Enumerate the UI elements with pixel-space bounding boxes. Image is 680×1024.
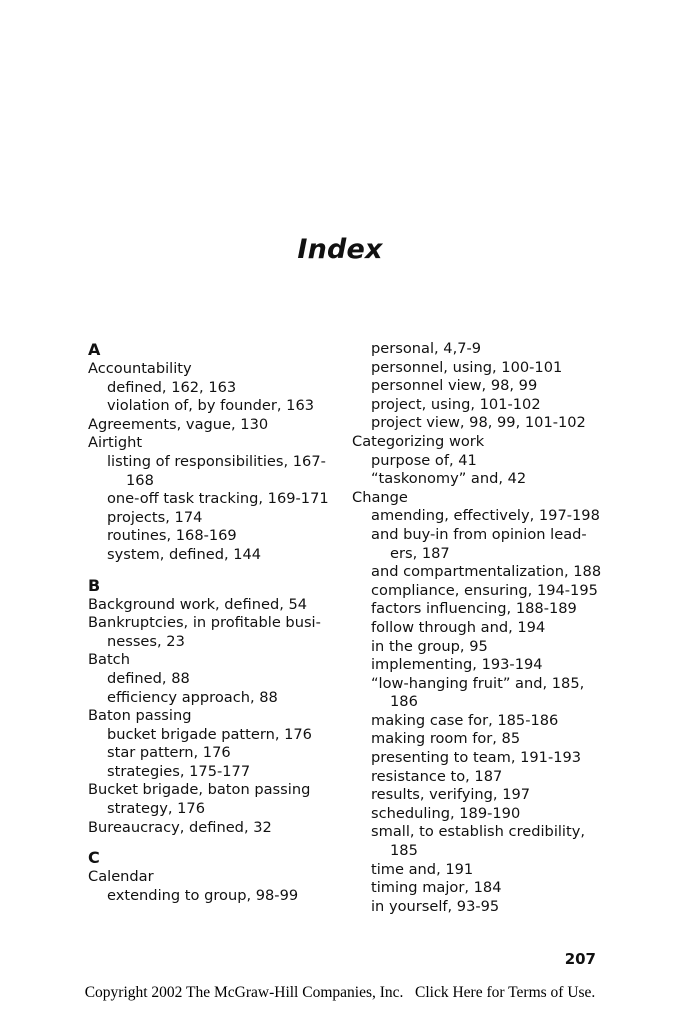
index-subentry: factors influencing, 188-189 xyxy=(371,600,577,618)
index-subentry: small, to establish credibility, xyxy=(371,823,585,841)
index-subentry: bucket brigade pattern, 176 xyxy=(107,725,312,743)
index-subentry: project, using, 101-102 xyxy=(371,395,541,413)
index-subentry: system, defined, 144 xyxy=(107,545,262,563)
index-entry: Baton passing xyxy=(88,707,192,725)
index-subentry: projects, 174 xyxy=(107,508,203,526)
index-subentry: purpose of, 41 xyxy=(371,451,477,469)
index-subentry: scheduling, 189-190 xyxy=(371,804,521,822)
index-entry: Bureaucracy, defined, 32 xyxy=(88,818,272,836)
section-gap xyxy=(88,837,338,844)
index-entry-continuation: 185 xyxy=(390,842,418,860)
index-subentry: efficiency approach, 88 xyxy=(107,688,278,706)
index-entry: Background work, defined, 54 xyxy=(88,595,308,613)
index-subentry: listing of responsibilities, 167- xyxy=(107,452,326,470)
index-letter-heading: C xyxy=(88,848,100,868)
index-letter-heading: A xyxy=(88,340,101,359)
index-entry: Batch xyxy=(88,651,130,669)
index-subentry: results, verifying, 197 xyxy=(371,786,531,804)
index-subentry: in yourself, 93-95 xyxy=(371,897,500,915)
index-subentry: star pattern, 176 xyxy=(107,744,231,762)
index-entry: Airtight xyxy=(88,434,143,452)
index-subentry: amending, effectively, 197-198 xyxy=(371,507,600,525)
index-subentry: in the group, 95 xyxy=(371,637,488,655)
index-entry-continuation: 168 xyxy=(126,471,154,489)
index-subentry: and buy-in from opinion lead- xyxy=(371,525,587,543)
index-subentry: routines, 168-169 xyxy=(107,527,237,545)
index-entry-continuation: 186 xyxy=(390,693,418,711)
terms-of-use-link[interactable]: Click Here for Terms of Use. xyxy=(415,984,596,1001)
index-entry: Calendar xyxy=(88,868,154,886)
index-subentry: extending to group, 98-99 xyxy=(107,886,299,904)
index-entry: Accountability xyxy=(88,360,192,377)
index-subentry: defined, 88 xyxy=(107,669,190,687)
index-subentry: and compartmentalization, 188 xyxy=(371,563,602,581)
index-subentry: project view, 98, 99, 101-102 xyxy=(371,414,586,432)
page-title: Index xyxy=(297,234,383,265)
index-subentry: compliance, ensuring, 194-195 xyxy=(371,581,598,599)
index-subentry: implementing, 193-194 xyxy=(371,656,543,674)
index-subentry: resistance to, 187 xyxy=(371,767,503,785)
index-subentry: defined, 162, 163 xyxy=(107,378,237,396)
index-subentry: “taskonomy” and, 42 xyxy=(371,470,527,488)
index-subentry: “low-hanging fruit” and, 185, xyxy=(371,674,585,692)
footer xyxy=(0,984,680,1002)
index-subentry: one-off task tracking, 169-171 xyxy=(107,490,329,508)
copyright-text: Copyright 2002 The McGraw-Hill Companies, Inc. xyxy=(84,984,404,1001)
index-entry: Bucket brigade, baton passing xyxy=(88,781,311,799)
page-number: 207 xyxy=(564,950,596,968)
index-entry: Agreements, vague, 130 xyxy=(88,415,269,433)
index-subentry: nesses, 23 xyxy=(107,632,185,650)
index-letter-heading: B xyxy=(88,575,101,595)
index-entry: Bankruptcies, in profitable busi- xyxy=(88,614,321,632)
index-subentry: follow through and, 194 xyxy=(371,618,546,636)
index-subentry: strategy, 176 xyxy=(107,800,206,818)
index-subentry: violation of, by founder, 163 xyxy=(107,397,315,415)
index-subentry: presenting to team, 191-193 xyxy=(371,749,582,767)
index-subentry: personnel, using, 100-101 xyxy=(371,358,563,376)
section-gap xyxy=(88,565,338,572)
index-entry: Change xyxy=(352,488,408,506)
index-subentry: personnel view, 98, 99 xyxy=(371,377,538,395)
index-column-right xyxy=(352,340,612,916)
index-subentry: timing major, 184 xyxy=(371,879,502,897)
index-column-left xyxy=(88,340,338,905)
index-subentry: strategies, 175-177 xyxy=(107,762,251,780)
index-subentry: time and, 191 xyxy=(371,860,474,878)
index-subentry: making room for, 85 xyxy=(371,730,521,748)
index-subentry: personal, 4,7-9 xyxy=(371,340,482,357)
index-entry: Categorizing work xyxy=(352,432,485,450)
index-subentry: making case for, 185-186 xyxy=(371,711,559,729)
index-entry-continuation: ers, 187 xyxy=(390,544,450,562)
